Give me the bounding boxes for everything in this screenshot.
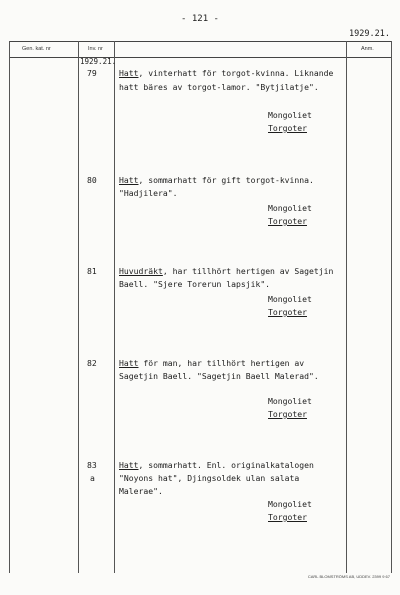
page-number: - 121 - — [181, 14, 219, 24]
column-header-gen-kat-nr: Gen. kat. nr — [22, 46, 51, 52]
table-right-rule — [391, 41, 392, 573]
object-term: Huvudräkt — [119, 266, 163, 276]
object-term: Hatt — [119, 460, 139, 470]
inventory-number: 80 — [87, 175, 97, 185]
entry-line-2: hatt bäres av torgot-lamor. "Bytjilatje". — [119, 82, 319, 92]
people-tag: Torgoter — [268, 123, 307, 133]
column-divider-gen — [78, 41, 79, 573]
object-term: Hatt — [119, 68, 139, 78]
people-tag: Torgoter — [268, 307, 307, 317]
entry-line-1-rest: , sommarhatt. Enl. originalkatalogen — [138, 460, 314, 470]
object-term: Hatt — [119, 175, 139, 185]
people-tag: Torgoter — [268, 216, 307, 226]
region-tag: Mongoliet — [268, 396, 312, 406]
printer-footer: CARL BLOMSTRÖMS AB, UDDEV. 2399 9 67 — [307, 574, 390, 579]
first-row-year: 1929.21. — [80, 57, 117, 66]
table-top-rule — [9, 41, 392, 42]
object-term: Hatt — [119, 358, 139, 368]
inventory-number: 83 — [87, 460, 97, 470]
column-divider-inv — [114, 41, 115, 573]
table-header-rule — [9, 57, 392, 58]
entry-line-1-rest: , vinterhatt för torgot-kvinna. Liknande — [138, 68, 334, 78]
column-header-anm: Anm. — [361, 46, 374, 52]
column-header-inv-nr: Inv. nr — [88, 46, 103, 52]
region-tag: Mongoliet — [268, 203, 312, 213]
table-left-rule — [9, 41, 10, 573]
entry-line-1 — [119, 67, 333, 79]
inventory-number: 81 — [87, 266, 97, 276]
entry-line-1 — [119, 265, 333, 277]
column-divider-anm — [346, 41, 347, 573]
inventory-sub-letter: a — [90, 473, 95, 483]
entry-line-2: "Noyons hat", Djingsoldek ulan salata — [119, 473, 300, 483]
entry-line-1-rest: , sommarhatt för gift torgot-kvinna. — [138, 175, 314, 185]
entry-line-2: Sagetjin Baell. "Sagetjin Baell Malerad". — [119, 371, 319, 381]
entry-line-1 — [119, 174, 314, 186]
entry-line-1 — [119, 459, 314, 471]
inventory-number: 82 — [87, 358, 97, 368]
people-tag: Torgoter — [268, 512, 307, 522]
region-tag: Mongoliet — [268, 499, 312, 509]
entry-line-2: Baell. "Sjere Torerun lapsjik". — [119, 279, 271, 289]
entry-line-3: Malerae". — [119, 486, 163, 496]
inventory-number: 79 — [87, 68, 97, 78]
people-tag: Torgoter — [268, 409, 307, 419]
entry-line-1 — [119, 357, 304, 369]
region-tag: Mongoliet — [268, 110, 312, 120]
page-year-heading: 1929.21. — [349, 29, 390, 39]
entry-line-1-rest: , har tillhört hertigen av Sagetjin — [162, 266, 334, 276]
entry-line-1-rest: för man, har tillhört hertigen av — [138, 358, 305, 368]
region-tag: Mongoliet — [268, 294, 312, 304]
entry-line-2: "Hadjilera". — [119, 188, 178, 198]
